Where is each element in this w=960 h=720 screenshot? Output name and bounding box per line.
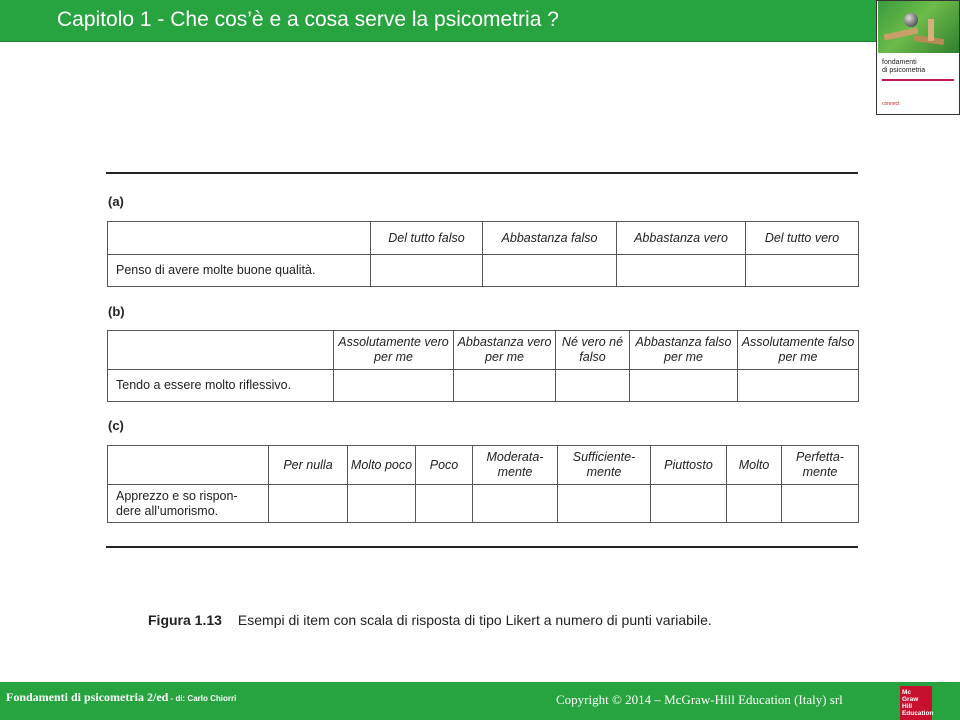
column-header: Molto	[727, 446, 782, 485]
book-cover-image	[876, 0, 960, 115]
response-cell	[269, 485, 348, 523]
response-cell	[454, 370, 556, 402]
header-empty-cell	[108, 331, 334, 370]
cover-publisher-mark: connect	[882, 101, 900, 107]
column-header: Abbastanza vero per me	[454, 331, 556, 370]
column-header: Sufficiente-mente	[558, 446, 651, 485]
response-cell	[556, 370, 630, 402]
response-cell	[651, 485, 727, 523]
figure-caption-text: Esempi di item con scala di risposta di tipo Likert a numero di punti variabile.	[237, 612, 712, 628]
item-statement: Penso di avere molte buone qualità.	[108, 255, 371, 287]
column-header: Del tutto vero	[746, 222, 859, 255]
column-header: Poco	[416, 446, 473, 485]
item-statement: Tendo a essere molto riflessivo.	[108, 370, 334, 402]
response-cell	[416, 485, 473, 523]
footer-author: - di: Carlo Chiorri	[168, 694, 237, 703]
column-header: Abbastanza vero	[617, 222, 746, 255]
figure-bottom-rule	[106, 546, 858, 548]
column-header: Per nulla	[269, 446, 348, 485]
column-header: Piuttosto	[651, 446, 727, 485]
response-cell	[371, 255, 483, 287]
likert-table-b	[107, 330, 859, 402]
response-cell	[746, 255, 859, 287]
response-cell	[782, 485, 859, 523]
response-cell	[348, 485, 416, 523]
footer-book-title: Fondamenti di psicometria 2/ed	[6, 690, 169, 704]
column-header: Abbastanza falso	[483, 222, 617, 255]
response-cell	[473, 485, 558, 523]
likert-table-c	[107, 445, 859, 523]
figure-caption	[148, 612, 712, 628]
footer-book-credit	[6, 690, 236, 705]
header-empty-cell	[108, 222, 371, 255]
section-label-b: (b)	[108, 304, 125, 319]
header-empty-cell	[108, 446, 269, 485]
item-statement: Apprezzo e so rispon-dere all’umorismo.	[108, 485, 269, 523]
column-header: Abbastanza falso per me	[630, 331, 738, 370]
response-cell	[727, 485, 782, 523]
figure-number: Figura 1.13	[148, 612, 222, 628]
cover-art	[878, 1, 960, 53]
response-cell	[617, 255, 746, 287]
section-label-a: (a)	[108, 194, 124, 209]
slide-title: Capitolo 1 - Che cos’è e a cosa serve la psicometria ?	[57, 8, 559, 31]
response-cell	[558, 485, 651, 523]
column-header: Moderata-mente	[473, 446, 558, 485]
column-header: Del tutto falso	[371, 222, 483, 255]
response-cell	[483, 255, 617, 287]
header-bar	[0, 0, 960, 42]
section-label-c: (c)	[108, 418, 124, 433]
response-cell	[334, 370, 454, 402]
response-cell	[738, 370, 859, 402]
column-header: Perfetta-mente	[782, 446, 859, 485]
footer-copyright: Copyright © 2014 – McGraw-Hill Education (Italy) srl	[556, 692, 843, 707]
figure-top-rule	[106, 172, 858, 174]
cover-title: fondamenti di psicometria	[882, 59, 926, 74]
footer-bar	[0, 682, 960, 720]
mcgraw-hill-logo: Mc Graw Hill Education	[900, 686, 932, 720]
column-header: Molto poco	[348, 446, 416, 485]
response-cell	[630, 370, 738, 402]
likert-table-a	[107, 221, 859, 287]
column-header: Assolutamente falso per me	[738, 331, 859, 370]
column-header: Né vero né falso	[556, 331, 630, 370]
column-header: Assolutamente vero per me	[334, 331, 454, 370]
